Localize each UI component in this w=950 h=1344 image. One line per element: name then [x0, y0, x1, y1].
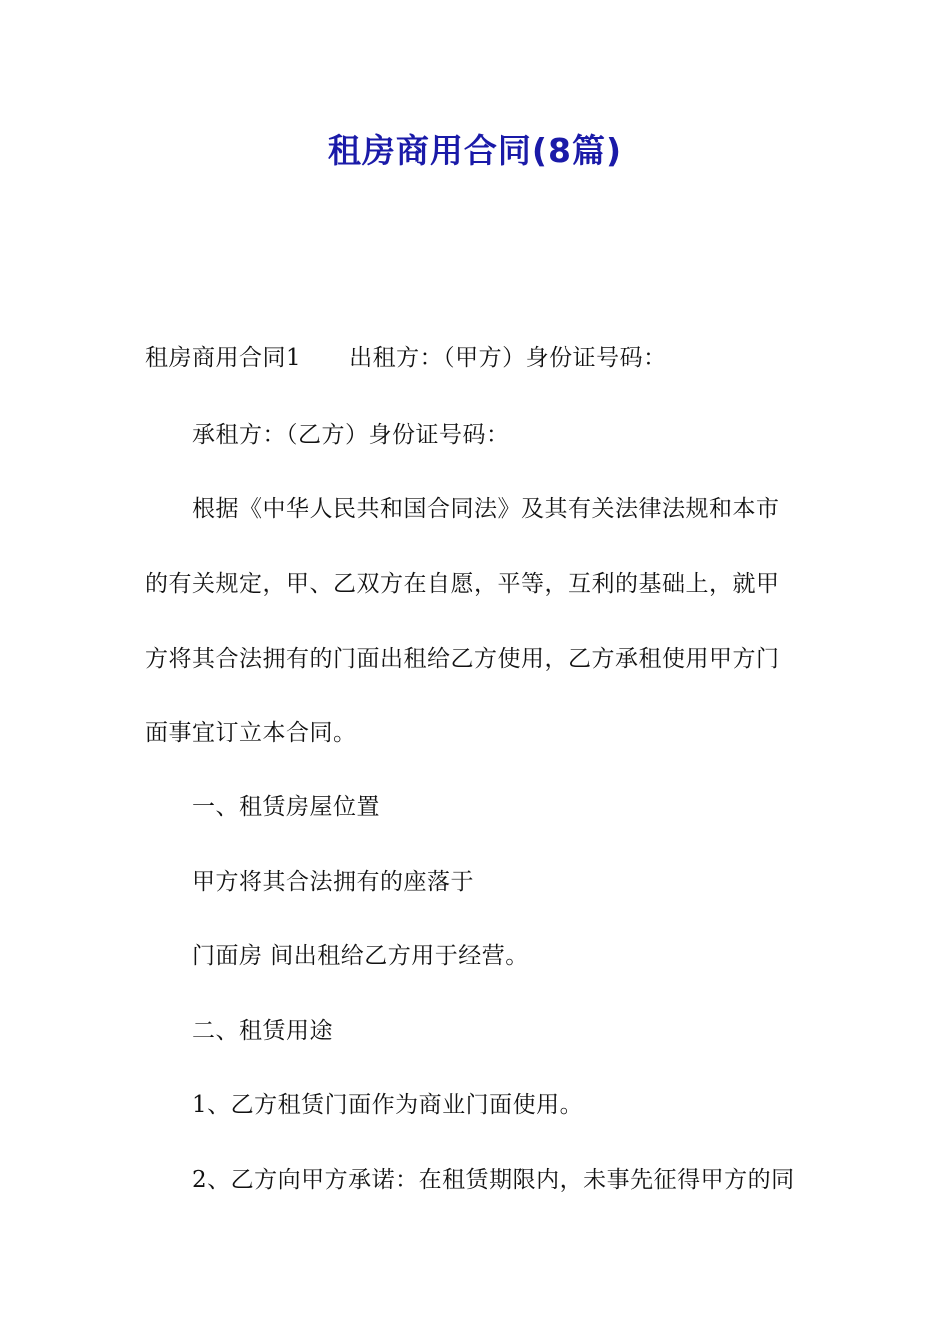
contract-number-label: 租房商用合同1: [145, 345, 302, 371]
paragraph-line: 面事宜订立本合同。: [145, 720, 357, 746]
paragraph-line: 甲方将其合法拥有的座落于: [192, 869, 474, 895]
clause-line-2: 2、乙方向甲方承诺：在租赁期限内，未事先征得甲方的同: [192, 1167, 795, 1193]
paragraph-line: 的有关规定，甲、乙双方在自愿，平等，互利的基础上，就甲: [145, 571, 780, 597]
lessor-label: 出租方：（甲方）身份证号码：: [349, 345, 667, 371]
paragraph-line: 门面房 间出租给乙方用于经营。: [192, 943, 529, 969]
section-heading-location: 一、租赁房屋位置: [192, 794, 380, 820]
section-heading-usage: 二、租赁用途: [192, 1018, 333, 1044]
lessee-line: 承租方：（乙方）身份证号码：: [192, 422, 510, 448]
paragraph-line: 根据《中华人民共和国合同法》及其有关法律法规和本市: [192, 496, 780, 522]
paragraph-line: 方将其合法拥有的门面出租给乙方使用，乙方承租使用甲方门: [145, 646, 780, 672]
document-title: 租房商用合同(8篇): [327, 131, 623, 170]
clause-line-1: 1、乙方租赁门面作为商业门面使用。: [192, 1092, 584, 1118]
paragraph-line-1: [145, 340, 810, 376]
